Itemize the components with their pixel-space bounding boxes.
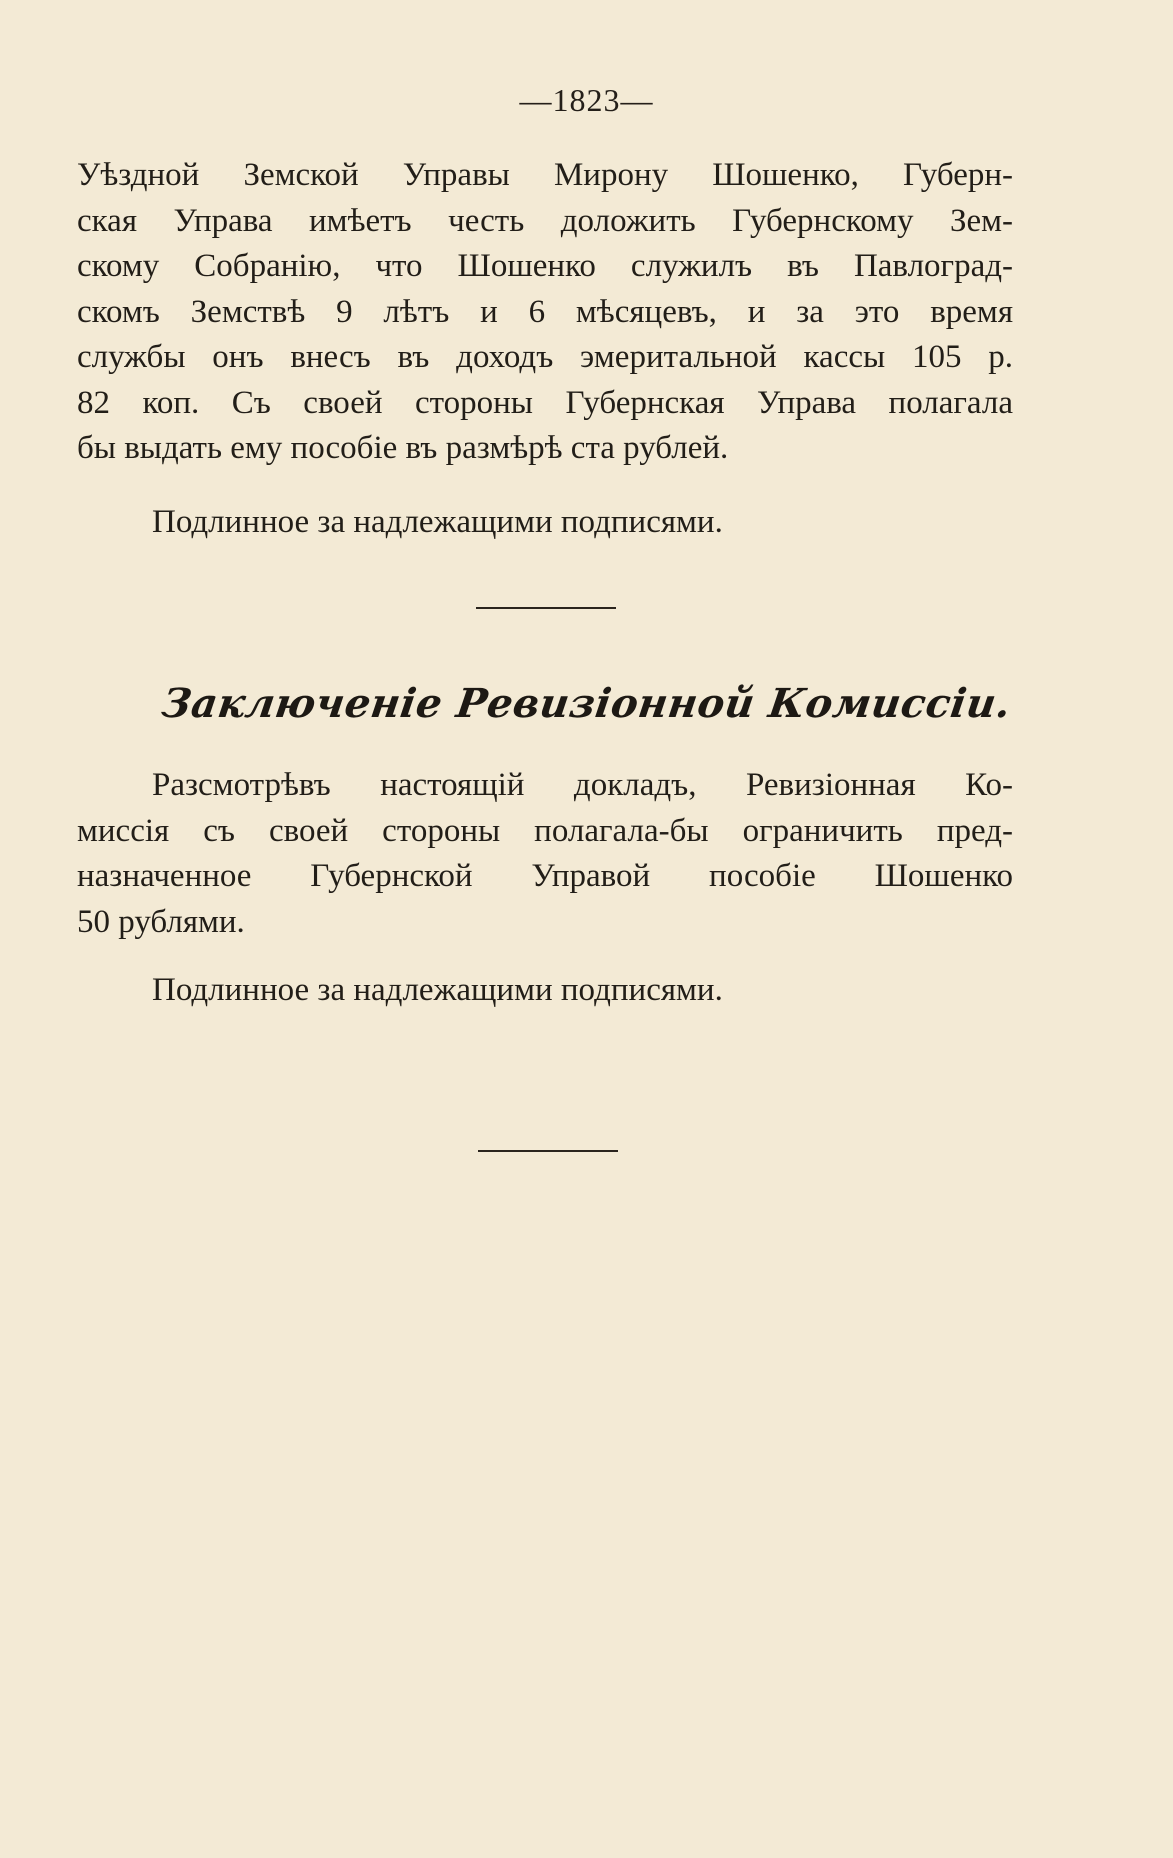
- paragraph-line: службы онъ внесъ въ доходъ эмеритальной кассы 105 р.: [77, 339, 1013, 375]
- paragraph-report-body: [77, 153, 1013, 472]
- paragraph-line: скому Собранію, что Шошенко служилъ въ Павлоград-: [77, 248, 1013, 284]
- section-divider: [476, 607, 616, 609]
- paragraph-line: назначенное Губернской Управой пособіе Шошенко: [77, 858, 1013, 894]
- paragraph-commission-conclusion: [77, 763, 1013, 945]
- end-divider: [478, 1150, 618, 1152]
- signature-note: Подлинное за надлежащими подписями.: [152, 972, 723, 1008]
- paragraph-line: скомъ Земствѣ 9 лѣтъ и 6 мѣсяцевъ, и за это время: [77, 293, 1013, 330]
- paragraph-line: миссія съ своей стороны полагала-бы ограничить пред-: [77, 812, 1013, 849]
- page-number: —1823—: [519, 82, 654, 118]
- paragraph-line: бы выдать ему пособіе въ размѣрѣ ста рублей.: [77, 430, 729, 466]
- paragraph-line: Разсмотрѣвъ настоящій докладъ, Ревизіонная Ко-: [152, 767, 1013, 803]
- paragraph-line: 82 коп. Съ своей стороны Губернская Управа полагала: [77, 384, 1013, 421]
- section-heading: Заключеніе Ревизіонной Комиссіи.: [159, 680, 1014, 727]
- paragraph-line: 50 рублями.: [77, 903, 245, 940]
- paragraph-line: Уѣздной Земской Управы Мирону Шошенко, Губерн-: [77, 157, 1013, 193]
- signature-note: Подлинное за надлежащими подписями.: [152, 504, 723, 540]
- paragraph-line: ская Управа имѣетъ честь доложить Губернскому Зем-: [77, 202, 1013, 239]
